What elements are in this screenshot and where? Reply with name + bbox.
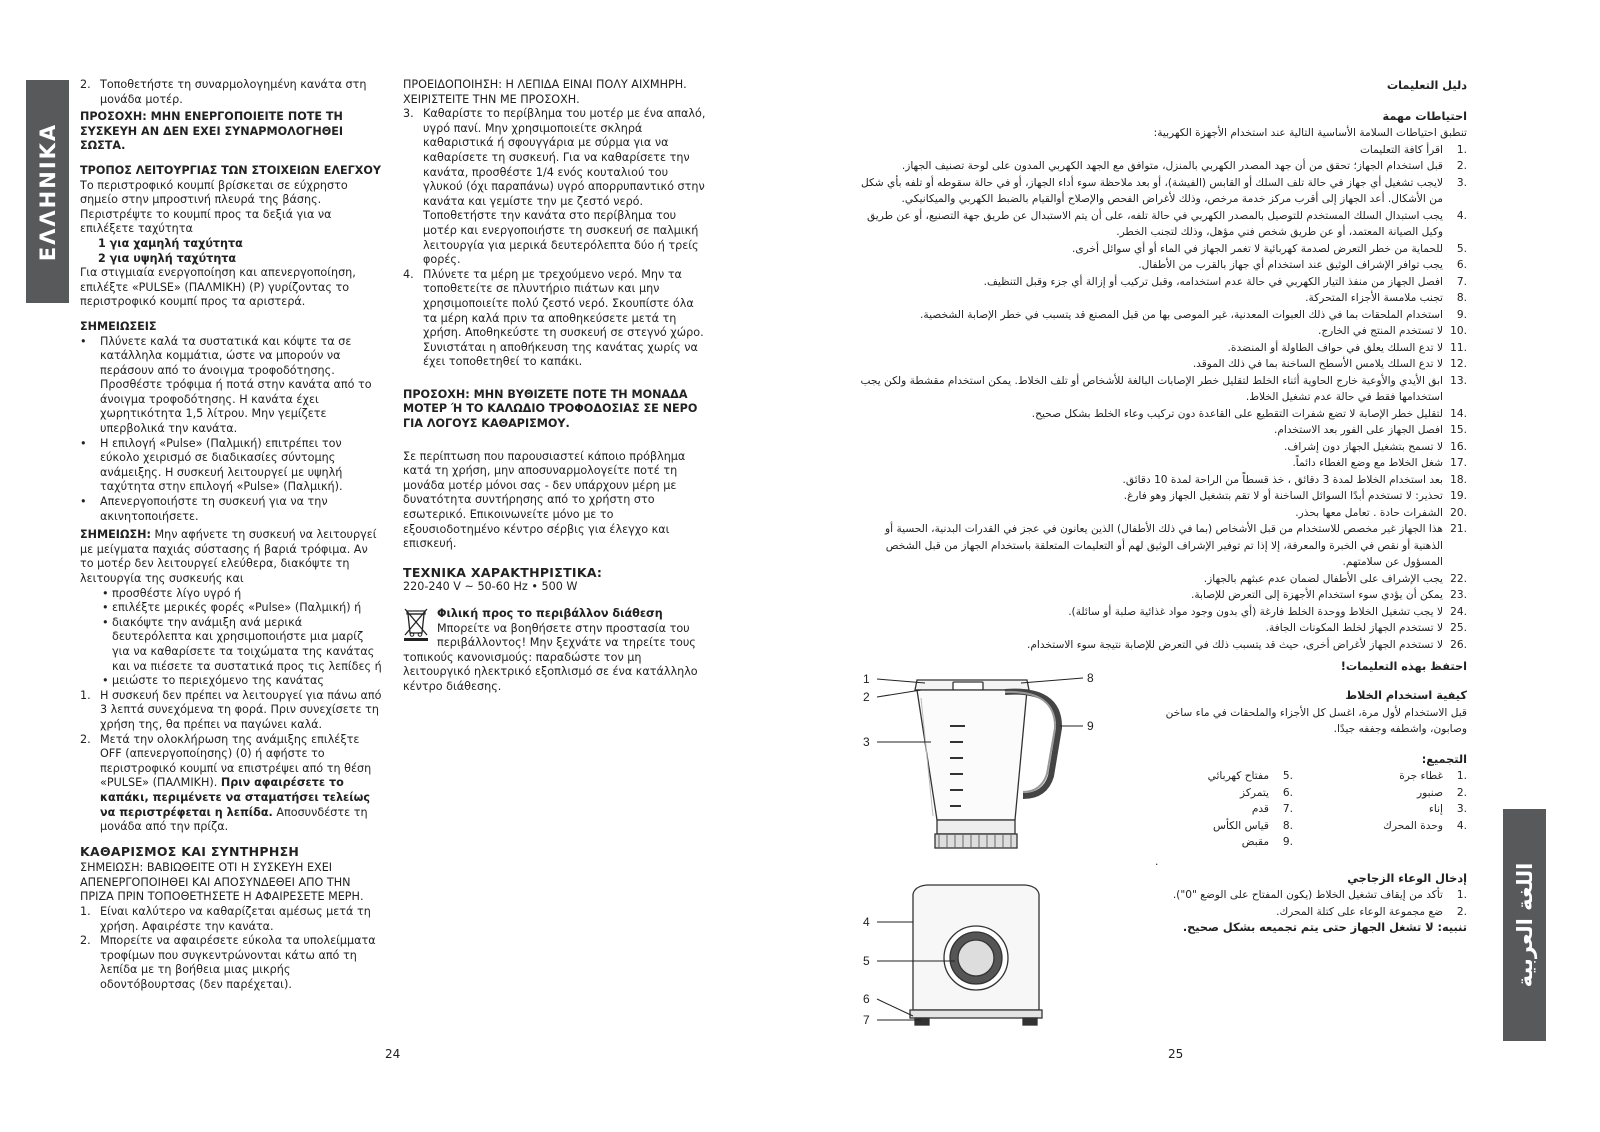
diagram-label-9: 9 — [1087, 719, 1094, 733]
arabic-list-item — [1317, 801, 1467, 818]
page-number-right: 25 — [1168, 1047, 1184, 1061]
diagram-label-8: 8 — [1087, 671, 1094, 685]
greek-sub-item: • μειώστε το περιεχόμενο της κανάτας — [80, 674, 382, 689]
arabic-item-number: .25 — [1450, 622, 1467, 634]
arabic-insert-heading: إدخال الوعاء الزجاجي — [1347, 871, 1467, 885]
arabic-item-text: لا تستخدم الجهاز لأغراض أخرى، حيث قد يتسبب ذلك في التعرض للإصابة نتيجة سوء الاستخدام. — [1027, 638, 1443, 651]
arabic-item-number: .24 — [1450, 605, 1467, 618]
arabic-list-item — [1173, 768, 1293, 785]
greek-speed-2: 2 για υψηλή ταχύτητα — [98, 251, 237, 265]
arabic-item-number: .6 — [1282, 786, 1293, 799]
greek-disposal-heading: Φιλική προς το περιβάλλον διάθεση — [437, 607, 663, 620]
arabic-item-number: .3 — [1456, 176, 1467, 189]
arabic-list-item — [1317, 818, 1467, 835]
arabic-column — [855, 78, 1467, 676]
arabic-item-text: شغل الخلاط مع وضع الغطاء دائماً. — [1292, 457, 1443, 469]
arabic-item-text: يجب الإشراف على الأطفال لضمان عدم عبثهم بالجهاز. — [1203, 572, 1443, 585]
greek-note-paragraph: ΣΗΜΕΙΩΣΗ: Μην αφήνετε τη συσκευή να λειτουργεί με μείγματα παχιάς σύστασης ή βαριά τρόφιμα. Αν το μοτέρ δεν λειτουργεί ελεύθερα, διακόψτε τη λειτουργία της συσκευής και — [80, 528, 377, 585]
arabic-item-text: افصل الجهاز على الفور بعد الاستخدام. — [1273, 424, 1443, 436]
arabic-list-item — [855, 488, 1467, 505]
arabic-item-text: لا تستخدم الجهاز لخلط المكونات الجافة. — [1265, 622, 1443, 634]
arabic-list-item — [855, 571, 1467, 588]
arabic-list-item — [855, 455, 1467, 472]
arabic-list-item — [855, 521, 1467, 571]
arabic-caution: تنبيه: لا تشغل الجهاز حتى يتم تجميعه بشكل صحيح. — [1182, 921, 1467, 934]
arabic-list-item — [855, 637, 1467, 654]
arabic-item-text: لا يجب تشغيل الخلاط ووحدة الخلط فارغة (أي بدون وجود مواد غذائية صلبة أو سائلة). — [1068, 605, 1443, 618]
arabic-item-number: .26 — [1450, 638, 1467, 651]
greek-service-text: Σε περίπτωση που παρουσιαστεί κάποιο πρόβλημα κατά τη χρήση, μην αποσυναρμολογείτε ποτέ τη μονάδα μοτέρ μόνοι σας - δεν υπάρχουν μέρη με δυνατότητα συντήρησης από το χρήστη στο εσωτερικό. Επικοινωνείτε μόνο με το εξουσιοδοτημένο κέντρο σέρβις για έλεγχο και επισκευή. — [403, 449, 686, 551]
arabic-item-number: .4 — [1456, 819, 1467, 832]
arabic-item-number: .17 — [1450, 457, 1467, 469]
arabic-list-item — [1173, 785, 1293, 802]
arabic-item-text: ضع مجموعة الوعاء على كتلة المحرك. — [1276, 905, 1443, 918]
greek-sub-item: • διακόψτε την ανάμιξη ανά μερικά δευτερόλεπτα και χρησιμοποιήστε μια μαρίζ για να καθαρίσετε τα τοιχώματα της κανάτας και να πιέσετε τα συστατικά προς τις λεπίδες ή — [80, 616, 382, 674]
arabic-list-item — [855, 373, 1467, 406]
arabic-item-text: صنبور — [1417, 786, 1443, 799]
arabic-parts-column-right — [1317, 768, 1467, 834]
arabic-parts-list — [1155, 768, 1467, 854]
diagram-label-7: 7 — [863, 1013, 870, 1027]
arabic-item-text: لايجب تشغيل أي جهاز في حالة تلف السلك أو القابس (الفيشة)، أو بعد ملاحظة سوء أداء الجهاز، أو في حالة سقوطه أو تلفه بأي شكل من الأشكال. أعد الجهاز إلى أقرب مركز خدمة مرخص، وذلك لأغراض الفحص والإصلاح أوالقيام بالضبط الكهربي والميكانيكي. — [860, 176, 1443, 205]
language-tab-greek-label: ΕΛΛΗΝΙΚΑ — [35, 122, 60, 261]
greek-operation-step-1: 1. Η συσκευή δεν πρέπει να λειτουργεί για πάνω από 3 λεπτά συνεχόμενα τη φορά. Πριν συνεχίσετε τη χρήση της, θα πρέπει να παγώνει καλά. — [80, 688, 382, 731]
blender-jar-drawing — [910, 680, 1059, 1025]
arabic-item-text: يمكن أن يؤدي سوء استخدام الأجهزة إلى التعرض للإصابة. — [1190, 589, 1443, 601]
arabic-item-number: .7 — [1456, 275, 1467, 288]
arabic-item-text: غطاء جرة — [1399, 770, 1443, 782]
arabic-list-item — [855, 290, 1467, 307]
greek-assembly-step-2: 2. Τοποθετήστε τη συναρμολογημένη κανάτα στη μονάδα μοτέρ. — [80, 78, 367, 106]
arabic-item-text: إناء — [1428, 803, 1443, 815]
arabic-item-text: وحدة المحرك — [1383, 819, 1443, 832]
arabic-item-text: قبل استخدام الجهاز؛ تحقق من أن جهد المصدر الكهربي بالمنزل، متوافق مع الجهد الكهربي المدون على لوحة تصنيف الجهاز. — [901, 160, 1443, 172]
arabic-item-number: .16 — [1450, 440, 1467, 453]
arabic-item-number: .1 — [1456, 143, 1467, 156]
arabic-item-number: .3 — [1456, 803, 1467, 815]
greek-disposal-text-c: τοπικούς κανονισμούς: παραδώστε τον μη λειτουργικό ηλεκτρικό εξοπλισμό σε ένα κατάλληλο κέντρο διάθεσης. — [403, 650, 698, 693]
arabic-item-text: هذا الجهاز غير مخصص للاستخدام من قبل الأشخاص (بما في ذلك الأطفال) الذين يعانون في عجز في القدرات البدنية، الحسية أو الذهنية أو نقص في الخبرة والمعرفة، إلا إذا تم توفير الإشراف الوثيق لهم أو التعليمات المتعلقة باستخدام الجهاز من قبل الشخص المسؤول عن سلامتهم. — [885, 523, 1443, 568]
greek-sub-item: • επιλέξτε μερικές φορές «Pulse» (Παλμική) ή — [80, 601, 382, 616]
arabic-parts-column-left — [1173, 768, 1293, 851]
language-tab-arabic — [1503, 809, 1546, 1041]
diagram-label-1: 1 — [863, 672, 870, 686]
arabic-item-text: لا تستخدم المنتج في الخارج. — [1317, 325, 1443, 337]
greek-disposal-text-a: Μπορείτε να βοηθήσετε στην προστασία του — [437, 621, 690, 635]
arabic-item-number: .11 — [1450, 341, 1467, 354]
arabic-item-number: .5 — [1456, 242, 1467, 255]
arabic-title: دليل التعليمات — [1386, 79, 1467, 92]
greek-operation-step-2: 2. Μετά την ολοκλήρωση της ανάμιξης επιλέξτε OFF (απενεργοποίησης) (0) ή αφήστε το περιστροφικό κουμπί να επιστρέψει από τη θέση «PULSE» (ΠΑΛΜΙΚΗ). Πριν αφαιρέσετε το καπάκι, περιμένετε να σταματήσει τελείως να περιστρέφεται η λεπίδα. Αποσυνδέστε τη μονάδα από την πρίζα. — [80, 732, 372, 834]
greek-note-item: • Η επιλογή «Pulse» (Παλμική) επιτρέπει τον εύκολο χειρισμό σε διαδικασίες σύντομης ανάμειξης. Η συσκευή λειτουργεί με υψηλή ταχύτητα στην επιλογή «Pulse» (Παλμική). — [80, 436, 343, 494]
arabic-item-text: تأكد من إيقاف تشغيل الخلاط (يكون المفتاح على الوضع "0"). — [1172, 889, 1443, 901]
arabic-item-text: يجب توافر الإشراف الوثيق عند استخدام أي جهاز بالقرب من الأطفال. — [1138, 259, 1443, 271]
arabic-item-text: تحذير: لا تستخدم أبدًا السوائل الساخنة أو لا تقم بتشغيل الجهاز وهو فارغ. — [1123, 490, 1443, 502]
arabic-item-text: تجنب ملامسة الأجزاء المتحركة. — [1305, 292, 1443, 304]
arabic-item-text: مفتاح كهربائي — [1207, 770, 1269, 782]
arabic-list-item — [855, 307, 1467, 324]
arabic-assembly-heading: التجميع: — [1421, 752, 1467, 766]
greek-sub-item: • προσθέστε λίγο υγρό ή — [80, 587, 382, 602]
arabic-list-item — [855, 505, 1467, 522]
diagram-label-4: 4 — [863, 915, 870, 929]
greek-disposal-text-b: περιβάλλοντος! Μην ξεχνάτε να τηρείτε τους — [437, 636, 696, 650]
arabic-item-text: قياس الكأس — [1213, 819, 1269, 832]
arabic-list-item — [855, 587, 1467, 604]
arabic-list-item — [855, 620, 1467, 637]
arabic-item-text: لتقليل خطر الإصابة لا تضع شفرات التقطيع على القاعدة دون تركيب وعاء الخلط بشكل صحيح. — [1031, 407, 1443, 420]
language-tab-greek — [26, 80, 69, 303]
greek-cleaning-step-1: 1. Είναι καλύτερο να καθαρίζεται αμέσως μετά τη χρήση. Αφαιρέστε την κανάτα. — [80, 905, 371, 933]
arabic-item-text: استخدام الملحقات بما في ذلك العبوات المعدنية، غير الموصى بها من قبل المصنع قد يتسبب في خطر الإصابة الشخصية. — [920, 308, 1443, 321]
arabic-list-item — [855, 208, 1467, 241]
arabic-item-number: .13 — [1450, 374, 1467, 387]
arabic-list-item — [855, 241, 1467, 258]
greek-blade-warning: ΠΡΟΕΙΔΟΠΟΙΗΣΗ: Η ΛΕΠΙΔΑ ΕΙΝΑΙ ΠΟΛΥ ΑΙΧΜΗΡΗ. ΧΕΙΡΙΣΤΕΙΤΕ ΤΗΝ ΜΕ ΠΡΟΣΟΧΗ. — [403, 78, 687, 106]
arabic-usage-block — [1155, 688, 1467, 937]
arabic-item-number: .5 — [1282, 770, 1293, 782]
greek-speed-1: 1 για χαμηλή ταχύτητα — [98, 236, 243, 250]
arabic-list-item — [1155, 887, 1467, 904]
arabic-item-number: .8 — [1456, 292, 1467, 304]
greek-controls-heading: ΤΡΟΠΟΣ ΛΕΙΤΟΥΡΓΙΑΣ ΤΩΝ ΣΤΟΙΧΕΙΩΝ ΕΛΕΓΧΟΥ — [80, 163, 381, 177]
greek-column-2 — [403, 78, 707, 695]
arabic-list-item — [855, 422, 1467, 439]
greek-cleaning-step-3: 3. Καθαρίστε το περίβλημα του μοτέρ με ένα απαλό, υγρό πανί. Μην χρησιμοποιείτε σκληρά καθαριστικά ή σφουγγάρια με σύρμα για να καθαρίσετε τη συσκευή. Για να καθαρίσετε την κανάτα, προσθέστε 1/4 ενός κουταλιού του γλυκού (όχι παραπάνω) υγρό απορρυπαντικό στην κανάτα και γεμίστε την με ζεστό νερό. Τοποθετήστε την κανάτα στο περίβλημα του μοτέρ και ενεργοποιήστε τη συσκευή σε παλμική λειτουργία για μερικά δευτερόλεπτα δύο ή τρείς φορές. — [403, 107, 706, 267]
arabic-list-item — [855, 274, 1467, 291]
language-tab-arabic-label: اللغة العربية — [1512, 862, 1537, 988]
arabic-item-number: .4 — [1456, 209, 1467, 222]
weee-bin-icon — [403, 607, 429, 641]
arabic-stray-dot: . — [1155, 856, 1159, 868]
arabic-item-number: .2 — [1456, 786, 1467, 799]
greek-caution: ΠΡΟΣΟΧΗ: ΜΗΝ ΕΝΕΡΓΟΠΟΙΕΙΤΕ ΠΟΤΕ ΤΗ ΣΥΣΚΕΥΗ ΑΝ ΔΕΝ ΕΧΕΙ ΣΥΝΑΡΜΟΛΟΓΗΘΕΙ ΣΩΣΤΑ. — [80, 110, 344, 153]
arabic-insert-list — [1155, 887, 1467, 920]
greek-note-item: • Πλύνετε καλά τα συστατικά και κόψτε τα σε κατάλληλα κομμάτια, ώστε να μπορούν να περάσουν από το άνοιγμα τροφοδότησης. Προσθέστε τρόφιμα ή ποτά στην κανάτα από το άνοιγμα τροφοδότησης. Η κανάτα έχει χωρητικότητα 1,5 λίτρου. Μην γεμίζετε υπερβολικά την κανάτα. — [80, 334, 372, 436]
arabic-list-item — [1317, 768, 1467, 785]
greek-pulse-text: Για στιγμιαία ενεργοποίηση και απενεργοποίηση, επιλέξτε «PULSE» (ΠΑΛΜΙΚΗ) (P) γυρίζοντας το περιστροφικό κουμπί προς τα αριστερά. — [80, 266, 356, 309]
arabic-list-item — [1173, 801, 1293, 818]
arabic-list-item — [855, 356, 1467, 373]
arabic-item-number: .18 — [1450, 473, 1467, 486]
arabic-list-item — [1317, 785, 1467, 802]
arabic-list-item — [855, 257, 1467, 274]
arabic-item-text: لا تسمح بتشغيل الجهاز دون إشراف. — [1284, 440, 1443, 453]
diagram-label-2: 2 — [863, 690, 870, 704]
arabic-item-text: بعد استخدام الخلاط لمدة 3 دقائق ، خذ قسطاً من الراحة لمدة 10 دقائق. — [1122, 473, 1443, 486]
arabic-list-item — [855, 158, 1467, 175]
greek-column-1 — [80, 78, 382, 993]
arabic-item-text: ابق الأيدي والأوعية خارج الحاوية أثناء الخلط لتقليل خطر الإصابات البالغة للأشخاص أو تلف الخلاط. يمكن استخدام مقشطة ولكن يجب استخدامها فقط في حالة عدم تشغيل الخلاط. — [860, 374, 1443, 403]
arabic-list-item — [855, 472, 1467, 489]
arabic-item-text: افصل الجهاز من منفذ التيار الكهربي في حالة عدم استخدامه، وقبل تركيب أو إزالة أي جزء وقبل التنظيف. — [983, 275, 1443, 288]
arabic-item-number: .2 — [1456, 905, 1467, 918]
arabic-item-number: .15 — [1450, 424, 1467, 436]
arabic-safety-heading: احتياطات مهمة — [1382, 109, 1467, 123]
arabic-item-number: .23 — [1450, 589, 1467, 601]
arabic-keep-instructions: احتفظ بهذه التعليمات! — [1340, 660, 1467, 673]
arabic-item-text: يجب استبدال السلك المستخدم للتوصيل بالمصدر الكهربي في حالة تلفه، على أن يتم الاستبدال عن طريق جهة التصنيع، أو عن طريق وكيل الصيانة المعتمد، أو عن طريق شخص فني مؤهل، وذلك لتجنب الخطر. — [866, 209, 1443, 238]
greek-caution-immersion: ΠΡΟΣΟΧΗ: ΜΗΝ ΒΥΘΙΖΕΤΕ ΠΟΤΕ ΤΗ ΜΟΝΑΔΑ ΜΟΤΕΡ Ή ΤΟ ΚΑΛΩΔΙΟ ΤΡΟΦΟΔΟΣΙΑΣ ΣΕ ΝΕΡΟ ΓΙΑ ΛΟΓΟΥΣ ΚΑΘΑΡΙΣΜΟΥ. — [403, 387, 698, 431]
arabic-item-number: .2 — [1456, 160, 1467, 172]
arabic-list-item — [855, 142, 1467, 159]
greek-disposal-block — [403, 607, 707, 695]
greek-specs-heading: ΤΕΧΝΙΚΑ ΧΑΡΑΚΤΗΡΙΣΤΙΚΑ: — [403, 564, 603, 580]
arabic-item-number: .1 — [1456, 889, 1467, 901]
arabic-item-text: لا تدع السلك يلامس الأسطح الساخنة بما في ذلك الموقد. — [1192, 358, 1443, 370]
arabic-item-number: .6 — [1456, 259, 1467, 271]
arabic-item-text: قدم — [1251, 803, 1269, 815]
greek-specs-text: 220-240 V ~ 50-60 Hz • 500 W — [403, 580, 578, 594]
arabic-item-text: الشفرات حادة . تعامل معها بحذر. — [1295, 506, 1443, 519]
page-number-left: 24 — [385, 1047, 401, 1061]
arabic-use-heading: كيفية استخدام الخلاط — [1345, 689, 1467, 702]
arabic-item-number: .12 — [1450, 358, 1467, 370]
greek-cleaning-heading: ΚΑΘΑΡΙΣΜΟΣ ΚΑΙ ΣΥΝΤΗΡΗΣΗ — [80, 843, 300, 859]
arabic-item-text: مقبض — [1241, 836, 1269, 848]
arabic-list-item — [855, 604, 1467, 621]
arabic-item-text: لا تدع السلك يعلق في حواف الطاولة أو المنضدة. — [1227, 341, 1443, 354]
arabic-item-number: .21 — [1450, 523, 1467, 535]
arabic-list-item — [855, 175, 1467, 208]
arabic-list-item — [855, 323, 1467, 340]
greek-note-item: • Απενεργοποιήστε τη συσκευή για να την ακινητοποιήσετε. — [80, 495, 328, 523]
arabic-list-item — [855, 439, 1467, 456]
arabic-item-text: اقرأ كافة التعليمات — [1359, 143, 1443, 156]
arabic-list-item — [855, 340, 1467, 357]
arabic-list-item — [855, 406, 1467, 423]
arabic-list-item — [1173, 818, 1293, 835]
arabic-item-number: .19 — [1450, 490, 1467, 502]
arabic-safety-list — [855, 142, 1467, 654]
greek-notes-heading: ΣΗΜΕΙΩΣΕΙΣ — [80, 319, 157, 333]
greek-cleaning-step-2: 2. Μπορείτε να αφαιρέσετε εύκολα τα υπολείμματα τροφίμων που συγκεντρώνονται κάτω από τη λεπίδα με τη βοήθεια μιας μικρής οδοντόβουρτσας (δεν παρέχεται). — [80, 934, 376, 992]
arabic-item-number: .9 — [1282, 836, 1293, 848]
arabic-item-number: .8 — [1282, 819, 1293, 832]
arabic-item-text: للحماية من خطر التعرض لصدمة كهربائية لا تغمر الجهاز في الماء أو أي سوائل أخرى. — [1071, 242, 1443, 255]
arabic-item-number: .1 — [1456, 770, 1467, 782]
arabic-item-number: .22 — [1450, 572, 1467, 585]
arabic-item-number: .14 — [1450, 407, 1467, 420]
arabic-item-number: .7 — [1282, 803, 1293, 815]
greek-controls-text: Το περιστροφικό κουμπί βρίσκεται σε εύχρηστο σημείο στην μπροστινή πλευρά της βάσης. Περιστρέψτε το κουμπί προς τα δεξιά για να επιλέξετε ταχύτητα — [80, 178, 348, 236]
arabic-list-item — [1173, 834, 1293, 851]
greek-cleaning-step-4: 4. Πλύνετε τα μέρη με τρεχούμενο νερό. Μην τα τοποθετείτε σε πλυντήριο πιάτων και μην χρησιμοποιείτε πολύ ζεστό νερό. Σκουπίστε όλα τα μέρη καλά πριν τα αποθηκεύσετε μετά τη χρήση. Αποθηκεύστε τη συσκευή σε στεγνό χώρο. Συνιστάται η αποθήκευση της κανάτας χωρίς να έχει τοποθετηθεί το καπάκι. — [403, 267, 704, 369]
arabic-use-text: قبل الاستخدام لأول مرة، اغسل كل الأجزاء والملحقات في ماء ساخن وصابون، واشطفه وجففه جيدًا. — [1165, 706, 1467, 735]
diagram-label-5: 5 — [863, 954, 870, 968]
blender-diagram — [855, 668, 1100, 1038]
arabic-item-number: .10 — [1450, 325, 1467, 337]
arabic-item-number: .20 — [1450, 506, 1467, 519]
arabic-item-number: .9 — [1456, 308, 1467, 321]
arabic-list-item — [1155, 904, 1467, 921]
arabic-item-text: يتمركز — [1239, 786, 1269, 799]
diagram-label-6: 6 — [863, 992, 870, 1006]
diagram-label-3: 3 — [863, 735, 870, 749]
arabic-safety-intro: تنطبق احتياطات السلامة الأساسية التالية عند استخدام الأجهزة الكهربية: — [1153, 127, 1467, 139]
greek-cleaning-note: ΣΗΜΕΙΩΣΗ: ΒΑΒΙΩΘΕΙΤΕ ΟΤΙ Η ΣΥΣΚΕΥΗ ΕΧΕΙ ΑΠΕΝΕΡΓΟΠΟΙΗΘΕΙ ΚΑΙ ΑΠΟΣΥΝΔΕΘΕΙ ΑΠΟ ΤΗΝ ΠΡΙΖΑ ΠΡΙΝ ΤΟΠΟΘΕΤΗΣΕΤΕ Η ΑΦΑΙΡΕΣΕΤΕ ΜΕΡΗ. — [80, 861, 364, 904]
